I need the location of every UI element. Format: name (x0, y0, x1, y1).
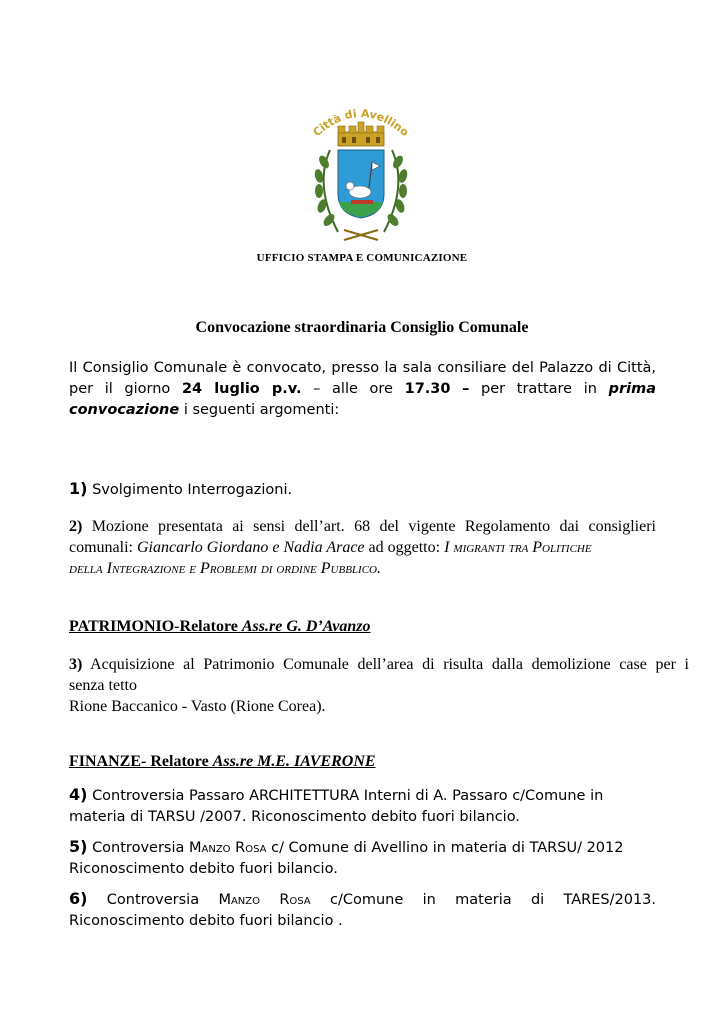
city-crest-logo (308, 106, 414, 248)
item-number: 6) (69, 889, 88, 908)
item-number: 2) (69, 518, 83, 535)
office-header: UFFICIO STAMPA E COMUNICAZIONE (256, 252, 468, 264)
intro-line-2: per il giorno 24 luglio p.v. – alle ore 17.30 – per trattare in prima (69, 381, 657, 397)
intro-line-1: Il Consiglio Comunale è convocato, presso la sala consiliare del Palazzo di Città, (69, 360, 656, 376)
item-number: 3) (69, 656, 83, 673)
section-finanze-heading: FINANZE- Relatore Ass.re M.E. IAVERONE (69, 753, 376, 770)
shield-icon (338, 150, 384, 218)
motion-authors: Giancarlo Giordano e Nadia Arace (136, 539, 365, 556)
crest-city-name: Città di Avellino (310, 106, 412, 140)
document-title: Convocazione straordinaria Consiglio Comunale (195, 319, 529, 336)
section-patrimonio-heading: PATRIMONIO-Relatore Ass.re G. D’Avanzo (69, 618, 371, 635)
agenda-item-1: 1) Svolgimento Interrogazioni. (69, 479, 293, 498)
agenda-item-2: 2) Mozione presentata ai sensi dell’art. 68 del vigente Regolamento dai consiglieri comunali: Giancarlo Giordano e Nadia Arace ad oggetto: I migranti tra Politiche della Integrazione e Problemi di ordine Pubblico. (69, 518, 657, 577)
agenda-item-4: 4) Controversia Passaro ARCHITETTURA Interni di A. Passaro c/Comune in materia di TARSU /2007. Riconoscimento debito fuori bilancio. (69, 785, 604, 825)
item-number: 5) (69, 837, 88, 856)
crown-icon (338, 122, 384, 146)
agenda-item-3: 3) Acquisizione al Patrimonio Comunale dell’area di risulta dalla demolizione case per i senza tetto Rione Baccanico - Vasto (Rione Corea). (69, 656, 689, 715)
item-number: 4) (69, 785, 88, 804)
intro-line-3: convocazione i seguenti argomenti: (69, 402, 340, 418)
meeting-date: 24 luglio p.v. (181, 381, 302, 397)
agenda-item-6: 6) Controversia Manzo Rosa c/Comune in materia di TARES/2013. Riconoscimento debito fuori bilancio . (69, 889, 657, 929)
item-number: 1) (69, 479, 88, 498)
intro-paragraph (69, 358, 656, 421)
meeting-time: 17.30 (404, 381, 451, 397)
agenda-item-5: 5) Controversia Manzo Rosa c/ Comune di Avellino in materia di TARSU/ 2012 Riconoscimento debito fuori bilancio. (69, 837, 624, 877)
